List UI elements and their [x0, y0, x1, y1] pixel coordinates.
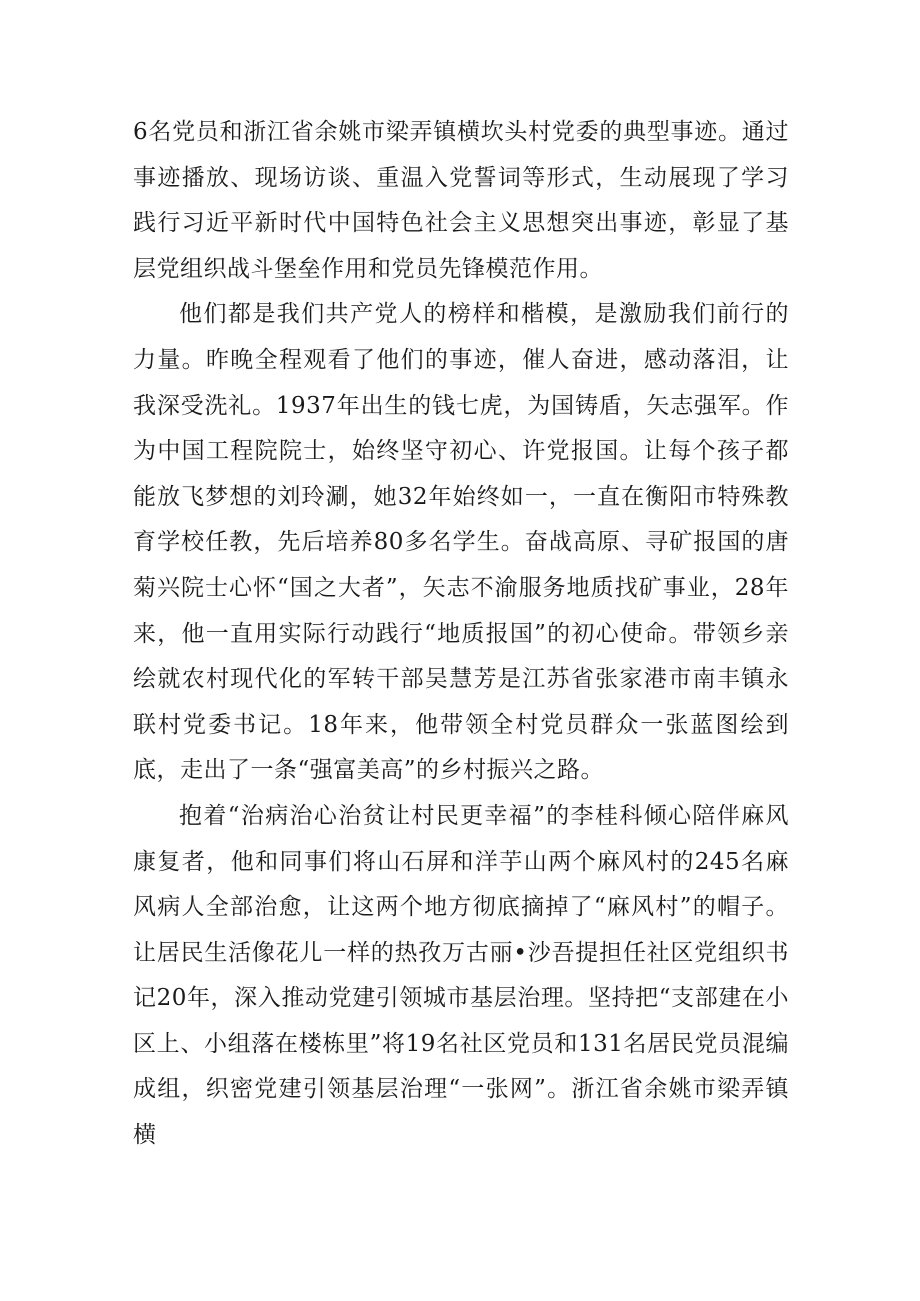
- paragraph-1: 6名党员和浙江省余姚市梁弄镇横坎头村党委的典型事迹。通过事迹播放、现场访谈、重温入党誓词等形式，生动展现了学习践行习近平新时代中国特色社会主义思想突出事迹，彰显了基层党组织战斗堡垒作用和党员先锋模范作用。: [133, 119, 789, 282]
- document-body: [133, 110, 789, 1159]
- paragraph-3: 抱着“治病治心治贫让村民更幸福”的李桂科倾心陪伴麻风康复者，他和同事们将山石屏和洋芋山两个麻风村的245名麻风病人全部治愈，让这两个地方彻底摘掉了“麻风村”的帽子。让居民生活像花儿一样的热孜万古丽•沙吾提担任社区党组织书记20年，深入推动党建引领城市基层治理。坚持把“支部建在小区上、小组落在楼栋里”将19名社区党员和131名居民党员混编成组，织密党建引领基层治理“一张网”。浙江省余姚市梁弄镇横: [133, 802, 789, 1149]
- paragraph-2: 他们都是我们共产党人的榜样和楷模，是激励我们前行的力量。昨晚全程观看了他们的事迹，催人奋进，感动落泪，让我深受洗礼。1937年出生的钱七虎，为国铸盾，矢志强军。作为中国工程院院士，始终坚守初心、许党报国。让每个孩子都能放飞梦想的刘玲涮，她32年始终如一，一直在衡阳市特殊教育学校任教，先后培养80多名学生。奋战高原、寻矿报国的唐菊兴院士心怀“国之大者”，矢志不渝服务地质找矿事业，28年来，他一直用实际行动践行“地质报国”的初心使命。带领乡亲绘就农村现代化的军转干部吴慧芳是江苏省张家港市南丰镇永联村党委书记。18年来，他带领全村党员群众一张蓝图绘到底，走出了一条“强富美高”的乡村振兴之路。: [133, 301, 789, 784]
